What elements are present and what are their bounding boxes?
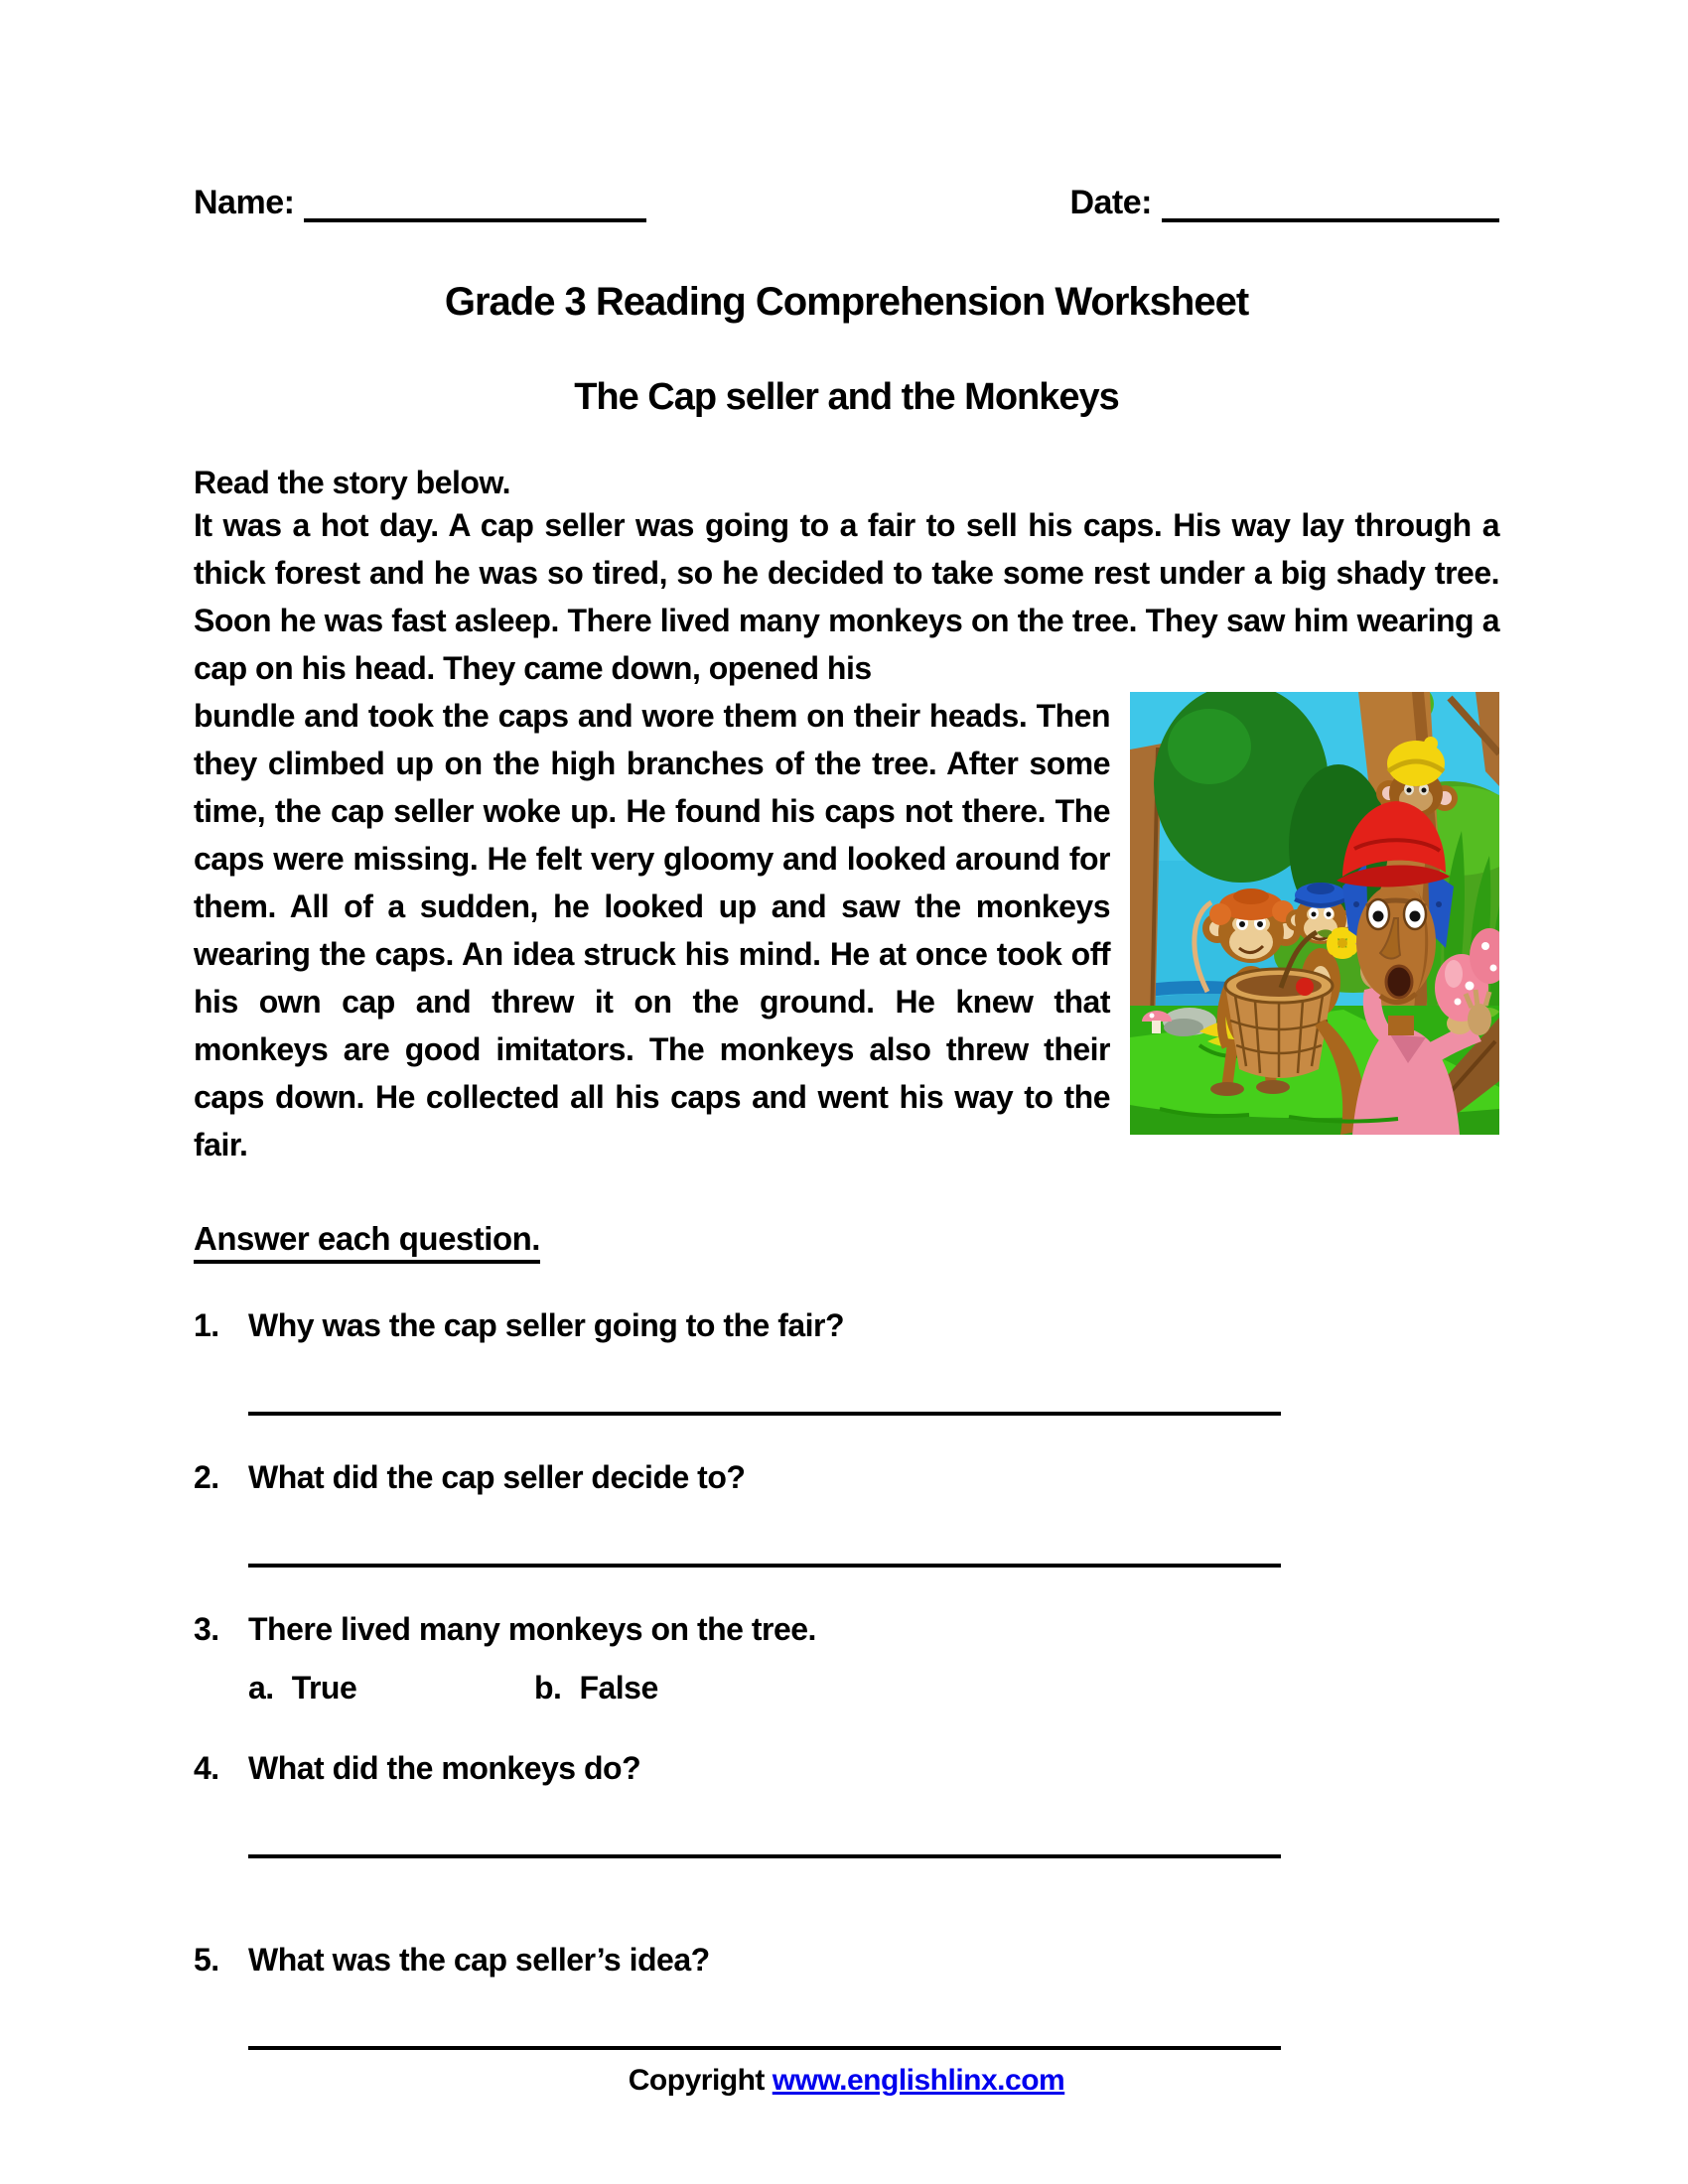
answer-line-2[interactable] [248,1564,1281,1568]
question-2-text: What did the cap seller decide to? [248,1459,746,1495]
question-4-number: 4. [194,1750,219,1786]
questions-heading: Answer each question. [194,1220,1499,1264]
question-3-choices [248,1670,1499,1706]
date-field [1069,184,1499,222]
answer-line-1[interactable] [248,1412,1281,1416]
story-paragraph-wrapped: bundle and took the caps and wore them on their heads. Then they climbed up on the high branches of the tree. After some time, the cap seller woke up. He found his caps not there. The caps were missing. He felt very gloomy and looked around for them. All of a sudden, he looked up and saw the monkeys wearing the caps. An idea struck his mind. He at once took off his own cap and threw it on the ground. He knew that monkeys are good imitators. The monkeys also threw their caps down. He collected all his caps and went his way to the fair. [194,698,1110,1162]
question-1-number: 1. [194,1307,219,1343]
question-3 [194,1611,1499,1648]
question-5-text: What was the cap seller’s idea? [248,1942,710,1978]
story-row [194,692,1499,1168]
footer [194,2064,1499,2098]
story-paragraph-top: It was a hot day. A cap seller was going to a fair to sell his caps. His way lay through a thick forest and he was so tired, so he decided to take some rest under a big shady tree. Soon he was fast asleep. There lived many monkeys on the tree. They saw him wearing a cap on his head. They came down, opened his [194,507,1499,686]
choice-true-text: True [291,1670,357,1706]
instructions: Read the story below. [194,465,511,500]
date-blank-line[interactable] [1162,185,1499,222]
name-field [194,184,646,222]
question-3-text: There lived many monkeys on the tree. [248,1611,816,1647]
englishlinx-link[interactable]: www.englishlinx.com [772,2064,1065,2097]
question-4-text: What did the monkeys do? [248,1750,641,1786]
choice-false-label: b. [534,1670,562,1706]
date-label: Date: [1069,184,1152,221]
story-title: The Cap seller and the Monkeys [574,376,1119,418]
copyright-label: Copyright [628,2064,765,2097]
question-5 [194,1942,1499,1979]
answer-line-4[interactable] [248,1854,1281,1858]
choice-false[interactable] [534,1670,658,1706]
name-label: Name: [194,184,295,221]
question-5-number: 5. [194,1942,219,1978]
question-3-number: 3. [194,1611,219,1647]
header [194,184,1499,222]
question-1-text: Why was the cap seller going to the fair? [248,1307,845,1343]
question-2-number: 2. [194,1459,219,1495]
name-blank-line[interactable] [304,185,646,222]
answer-line-5[interactable] [248,2046,1281,2050]
choice-true[interactable] [248,1670,534,1706]
question-4 [194,1750,1499,1787]
question-2 [194,1459,1499,1496]
choice-true-label: a. [248,1670,274,1706]
question-1 [194,1307,1499,1344]
page-title: Grade 3 Reading Comprehension Worksheet [444,280,1249,324]
story-illustration [1130,692,1499,1135]
choice-false-text: False [579,1670,658,1706]
